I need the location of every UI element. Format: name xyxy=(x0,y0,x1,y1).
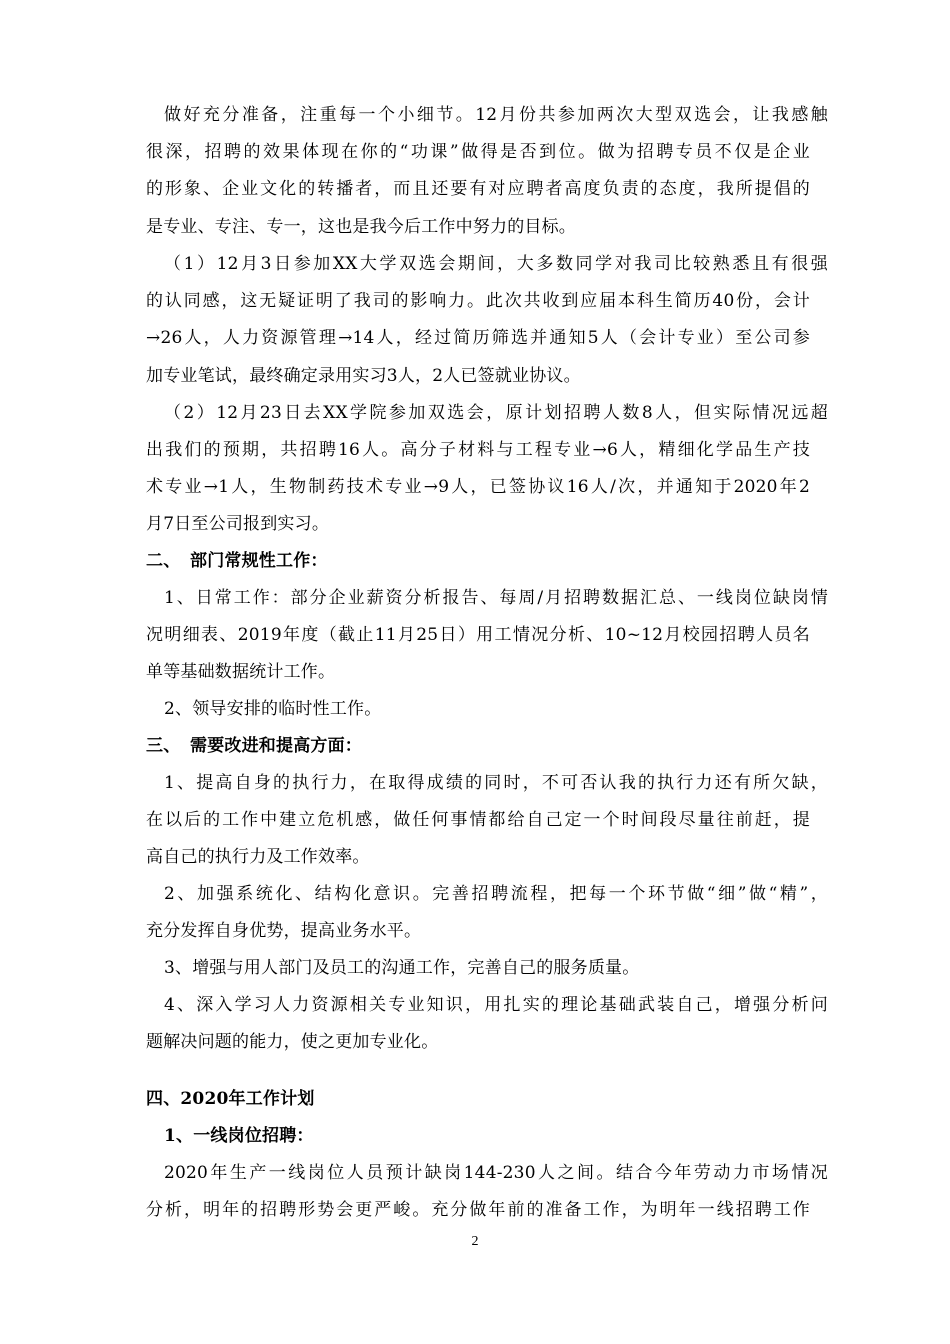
paragraph-line: 月7日至公司报到实习。 xyxy=(146,514,330,534)
section-heading-3 xyxy=(146,735,810,757)
paragraph-line: 术专业→1人，生物制药技术专业→9人，已签协议16人/次，并通知于2020年2 xyxy=(146,477,810,497)
paragraph-line: 1、提高自身的执行力，在取得成绩的同时，不可否认我的执行力还有所欠缺， xyxy=(164,773,828,793)
paragraph-line: 题解决问题的能力，使之更加专业化。 xyxy=(146,1032,439,1052)
paragraph-line: （1）12月3日参加XX大学双选会期间，大多数同学对我司比较熟悉且有很强 xyxy=(164,254,828,274)
paragraph-line: 3、增强与用人部门及员工的沟通工作，完善自己的服务质量。 xyxy=(164,958,640,978)
section-heading-2 xyxy=(146,550,810,572)
paragraph-line: 2、加强系统化、结构化意识。完善招聘流程，把每一个环节做“细”做“精”， xyxy=(164,884,828,904)
page-number: 2 xyxy=(471,1234,479,1249)
paragraph-line: 做好充分准备，注重每一个小细节。12月份共参加两次大型双选会，让我感触 xyxy=(164,105,828,125)
paragraph-line: 加专业笔试，最终确定录用实习3人，2人已签就业协议。 xyxy=(146,366,581,386)
paragraph-line: 分析，明年的招聘形势会更严峻。充分做年前的准备工作，为明年一线招聘工作 xyxy=(146,1200,810,1220)
section-title: 需要改进和提高方面： xyxy=(190,736,362,756)
paragraph-line: 况明细表、2019年度（截止11月25日）用工情况分析、10~12月校园招聘人员名 xyxy=(146,625,810,645)
paragraph-line: 的认同感，这无疑证明了我司的影响力。此次共收到应届本科生简历40份，会计 xyxy=(146,291,810,311)
paragraph-line: 是专业、专注、专一，这也是我今后工作中努力的目标。 xyxy=(146,217,576,237)
paragraph-line: 在以后的工作中建立危机感，做任何事情都给自己定一个时间段尽量往前赶，提 xyxy=(146,810,810,830)
section-number: 三、 xyxy=(146,736,181,756)
paragraph-line: →26人，人力资源管理→14人，经过简历筛选并通知5人（会计专业）至公司参 xyxy=(146,328,810,348)
subsection-heading: 1、一线岗位招聘： xyxy=(164,1126,314,1146)
section-title: 部门常规性工作： xyxy=(190,551,328,571)
paragraph-line: 4、深入学习人力资源相关专业知识，用扎实的理论基础武装自己，增强分析问 xyxy=(164,995,828,1015)
paragraph-line: 出我们的预期，共招聘16人。高分子材料与工程专业→6人，精细化学品生产技 xyxy=(146,440,810,460)
paragraph-line: 2、领导安排的临时性工作。 xyxy=(164,699,382,719)
paragraph-line: 的形象、企业文化的转播者，而且还要有对应聘者高度负责的态度，我所提倡的 xyxy=(146,179,810,199)
paragraph-line: 单等基础数据统计工作。 xyxy=(146,662,336,682)
paragraph-line: 高自己的执行力及工作效率。 xyxy=(146,847,370,867)
section-heading-4: 四、2020年工作计划 xyxy=(146,1089,315,1109)
paragraph-line: 2020年生产一线岗位人员预计缺岗144-230人之间。结合今年劳动力市场情况 xyxy=(164,1163,828,1183)
paragraph-line: 充分发挥自身优势，提高业务水平。 xyxy=(146,921,422,941)
section-number: 二、 xyxy=(146,551,181,571)
paragraph-line: 很深，招聘的效果体现在你的“功课”做得是否到位。做为招聘专员不仅是企业 xyxy=(146,142,810,162)
paragraph-line: （2）12月23日去XX学院参加双选会，原计划招聘人数8人，但实际情况远超 xyxy=(164,403,828,423)
paragraph-line: 1、日常工作：部分企业薪资分析报告、每周/月招聘数据汇总、一线岗位缺岗情 xyxy=(164,588,828,608)
